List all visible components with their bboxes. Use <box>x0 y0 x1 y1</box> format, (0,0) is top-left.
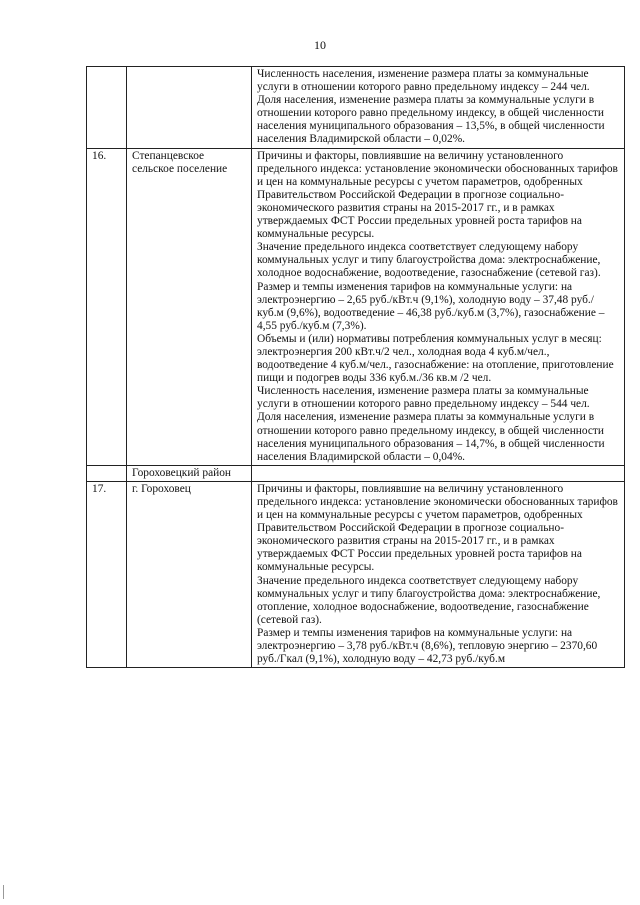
paragraph: Объемы и (или) нормативы потребления коммунальных услуг в месяц: электроэнергия 200 кВт.ч/2 чел., холодная вода 4 куб.м/чел., водоотведение 4 куб.м/чел., газоснабжение: на отопление, приготовление пищи и подогрев воды 336 куб.м./36 кв.м /2 чел. <box>257 332 614 385</box>
row-number <box>87 67 127 149</box>
municipal-index-table <box>86 66 625 668</box>
description-cell <box>252 67 625 149</box>
district-name: Гороховецкий район <box>127 465 252 481</box>
table-row <box>87 465 625 481</box>
description-cell <box>252 465 625 481</box>
paragraph: Размер и темпы изменения тарифов на коммунальные услуги: на электроэнергию – 2,65 руб./кВт.ч (9,1%), холодную воду – 37,48 руб./куб.м (9,6%), водоотведение – 46,38 руб./куб.м (3,7%), газоснабжение – 4,55 руб./куб.м (7,3%). <box>257 280 605 332</box>
paragraph: Причины и факторы, повлиявшие на величину установленного предельного индекса: установление экономически обоснованных тарифов и цен на коммунальные ресурсы с учетом параметров, одобренных Правительством Российской Федерации в прогнозе социально-экономического развития страны на 2015-2017 гг., и в рамках утверждаемых ФСТ России предельных уровней роста тарифов на коммунальные ресурсы. <box>257 149 618 241</box>
table-row <box>87 67 625 149</box>
municipality-name <box>127 67 252 149</box>
paragraph: Доля населения, изменение размера платы за коммунальные услуги в отношении которого равно предельному индексу, в общей численности населения муниципального образования – 13,5%, в общей численности населения Владимирской области – 0,02%. <box>257 94 605 146</box>
description-cell <box>252 148 625 465</box>
paragraph: Значение предельного индекса соответствует следующему набору коммунальных услуг и типу благоустройства дома: электроснабжение, холодное водоснабжение, водоотведение, газоснабжение (сетевой газ). <box>257 241 601 280</box>
table-row <box>87 481 625 667</box>
row-number <box>87 465 127 481</box>
paragraph: Численность населения, изменение размера платы за коммунальные услуги в отношении которого равно предельному индексу – 544 чел. <box>257 385 590 411</box>
paragraph: Размер и темпы изменения тарифов на коммунальные услуги: на электроэнергию – 3,78 руб./кВт.ч (8,6%), тепловую энергию – 2370,60 руб./Гкал (9,1%), холодную воду – 42,73 руб./куб.м <box>257 626 598 666</box>
paragraph: Численность населения, изменение размера платы за коммунальные услуги в отношении которого равно предельному индексу – 244 чел. <box>257 68 590 94</box>
description-cell <box>252 481 625 667</box>
table-row <box>87 148 625 465</box>
row-number: 16. <box>87 148 127 465</box>
paragraph: Доля населения, изменение размера платы за коммунальные услуги в отношении которого равно предельному индексу, в общей численности населения муниципального образования – 14,7%, в общей численности населения Владимирской области – 0,04%. <box>257 411 605 463</box>
paragraph: Значение предельного индекса соответствует следующему набору коммунальных услуг и типу благоустройства дома: электроснабжение, отопление, холодное водоснабжение, водоотведение, газоснабжение (сетевой газ). <box>257 574 601 626</box>
municipality-name: г. Гороховец <box>127 481 252 667</box>
municipality-name: Степанцевское сельское поселение <box>127 148 252 465</box>
row-number: 17. <box>87 481 127 667</box>
paragraph: Причины и факторы, повлиявшие на величину установленного предельного индекса: установление экономически обоснованных тарифов и цен на коммунальные ресурсы с учетом параметров, одобренных Правительством Российской Федерации в прогнозе социально-экономического развития страны на 2015-2017 гг., и в рамках утверждаемых ФСТ России предельных уровней роста тарифов на коммунальные ресурсы. <box>257 482 618 574</box>
page-number: 10 <box>314 38 326 52</box>
scan-artifact <box>3 885 4 899</box>
